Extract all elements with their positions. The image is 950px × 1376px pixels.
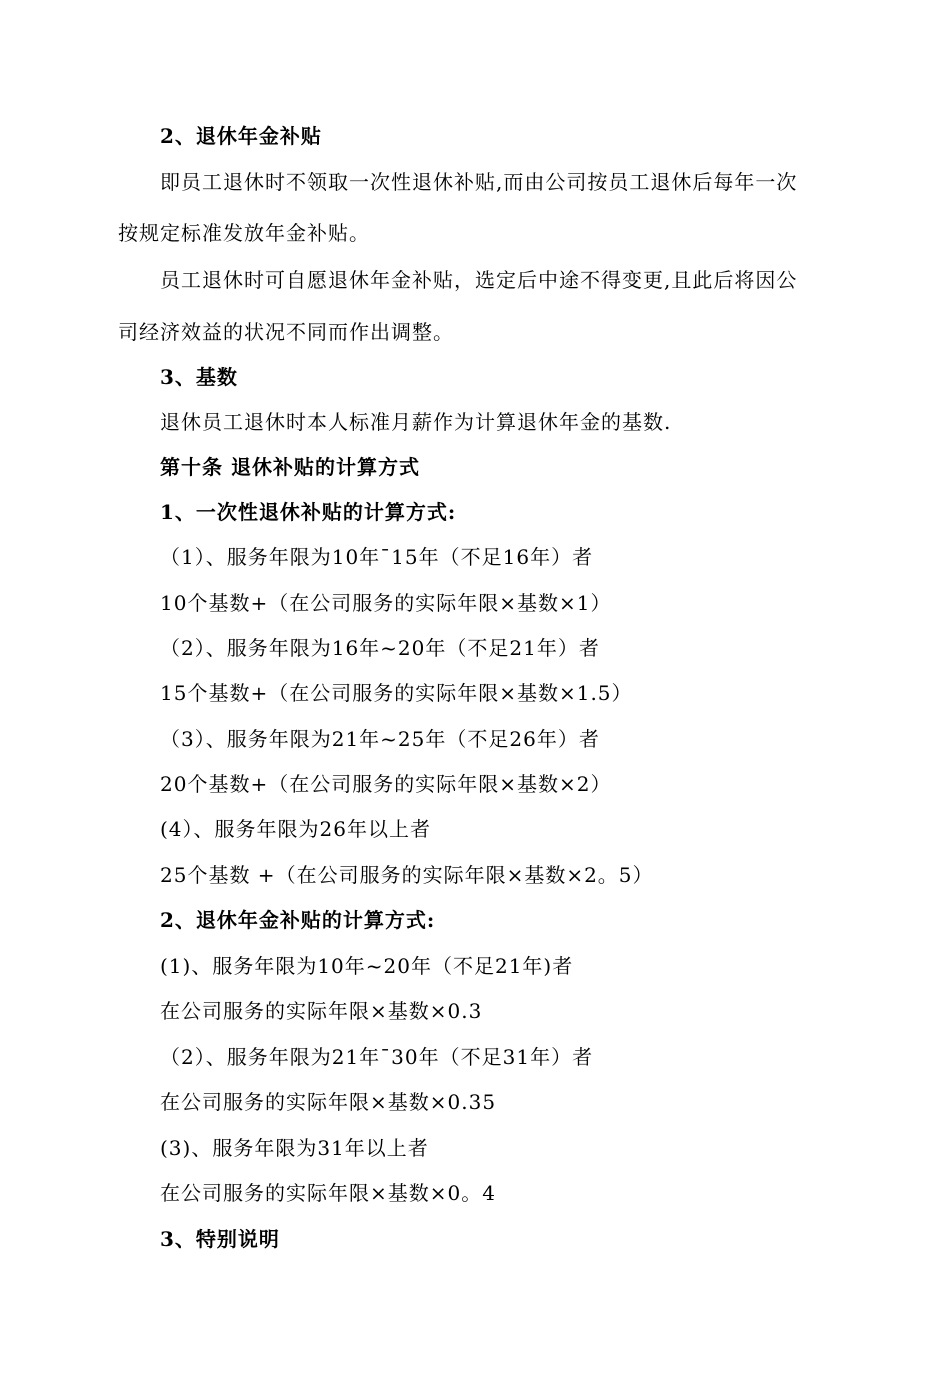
formula-line: 在公司服务的实际年限×基数×0。4 (160, 1181, 496, 1205)
list-item: (1)、服务年限为10年~20年（不足21年)者 (160, 954, 574, 978)
list-item: (3)、服务年限为31年以上者 (160, 1136, 429, 1160)
list-item: （2）、服务年限为16年~20年（不足21年）者 (160, 636, 600, 660)
paragraph-line: 退休员工退休时本人标准月薪作为计算退休年金的基数. (160, 410, 672, 434)
paragraph-line: 司经济效益的状况不同而作出调整。 (118, 320, 454, 344)
section-heading-retirement-annuity: 2、退休年金补贴 (160, 124, 322, 148)
list-item: （2）、服务年限为21年¯30年（不足31年）者 (160, 1045, 594, 1069)
formula-line: 15个基数+（在公司服务的实际年限×基数×1.5） (160, 681, 633, 705)
paragraph-line: 员工退休时可自愿退休年金补贴，选定后中途不得变更,且此后将因公 (160, 268, 798, 292)
formula-line: 10个基数+（在公司服务的实际年限×基数×1） (160, 591, 612, 615)
formula-line: 25个基数 +（在公司服务的实际年限×基数×2。5） (160, 863, 654, 887)
formula-line: 在公司服务的实际年限×基数×0.3 (160, 999, 483, 1023)
paragraph-line: 按规定标准发放年金补贴。 (118, 221, 370, 245)
subsection-heading-special-notes: 3、特别说明 (160, 1227, 280, 1251)
paragraph-line: 即员工退休时不领取一次性退休补贴,而由公司按员工退休后每年一次 (160, 170, 798, 194)
section-heading-base: 3、基数 (160, 365, 238, 389)
formula-line: 在公司服务的实际年限×基数×0.35 (160, 1090, 497, 1114)
list-item: (4）、服务年限为26年以上者 (160, 817, 431, 841)
article-heading: 第十条 退休补贴的计算方式 (160, 455, 420, 479)
subsection-heading-annuity: 2、退休年金补贴的计算方式: (160, 908, 436, 932)
subsection-heading-lump-sum: 1、一次性退休补贴的计算方式: (160, 500, 457, 524)
list-item: （3）、服务年限为21年~25年（不足26年）者 (160, 727, 600, 751)
formula-line: 20个基数+（在公司服务的实际年限×基数×2） (160, 772, 612, 796)
list-item: （1）、服务年限为10年¯15年（不足16年）者 (160, 545, 594, 569)
